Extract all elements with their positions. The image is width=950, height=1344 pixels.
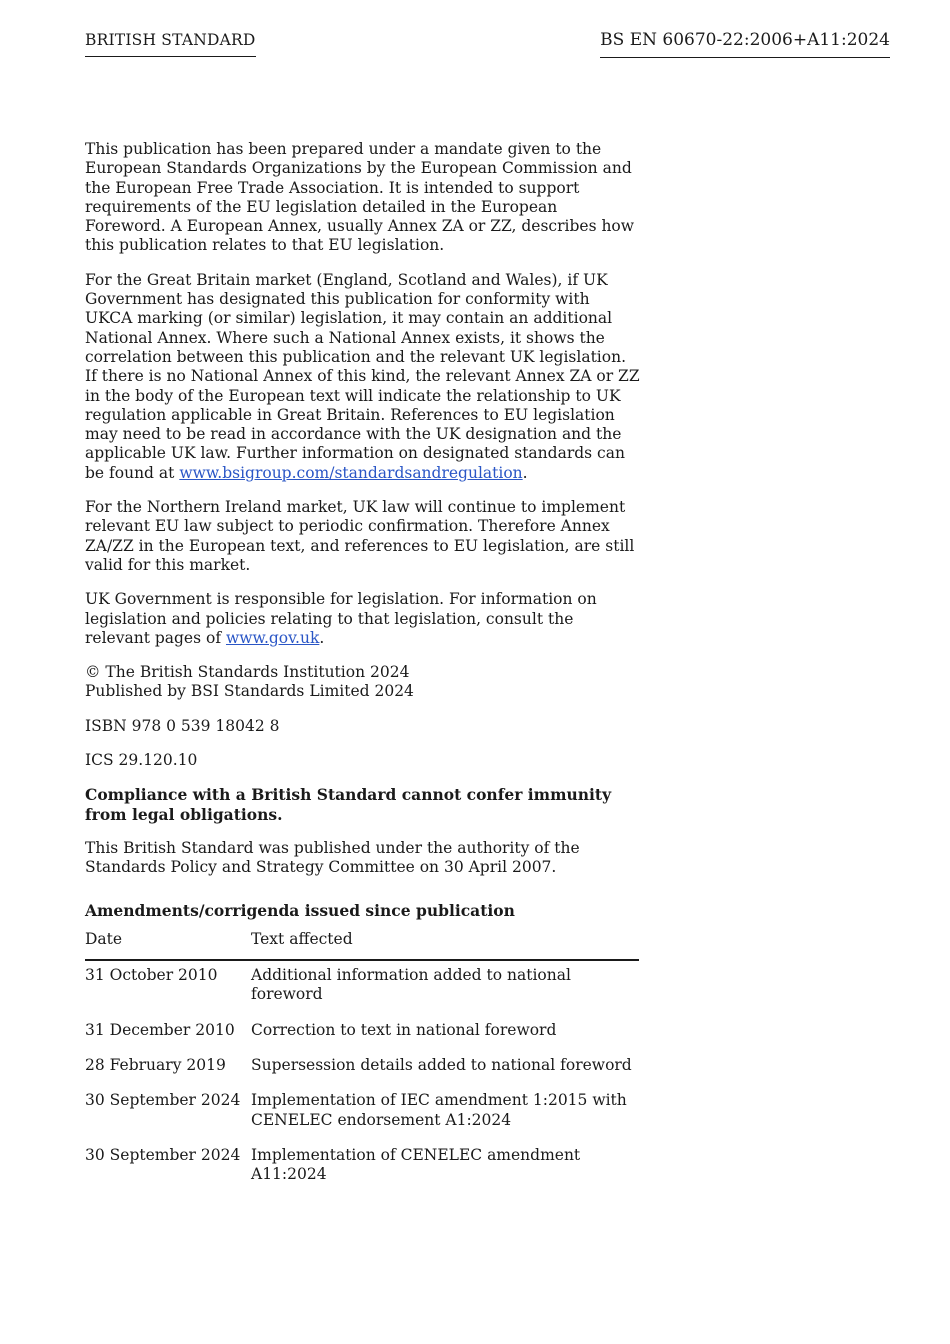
- table-row: [85, 960, 639, 1015]
- northern-ireland-paragraph: For the Northern Ireland market, UK law will continue to implement relevant EU law subject to periodic confirmation. Therefore Annex ZA/ZZ in the European text, and references to EU legislation, are still valid for this market.: [85, 498, 635, 574]
- table-row: [85, 1140, 639, 1195]
- amendments-title: Amendments/corrigenda issued since publication: [85, 900, 515, 920]
- table-row: [85, 1015, 639, 1050]
- amendment-date: 28 February 2019: [85, 1055, 226, 1074]
- published-line: Published by BSI Standards Limited 2024: [85, 682, 414, 701]
- compliance-statement: Compliance with a British Standard cannot confer immunity from legal obligations.: [85, 785, 612, 824]
- amendment-text: Implementation of IEC amendment 1:2015 with CENELEC endorsement A1:2024: [251, 1091, 627, 1129]
- copyright-block: [85, 663, 641, 702]
- main-content: [85, 140, 641, 1194]
- table-row: [85, 1085, 639, 1140]
- amendments-header-row: [85, 928, 639, 960]
- great-britain-end: .: [522, 463, 528, 482]
- ics: ICS 29.120.10: [85, 751, 198, 770]
- amendment-text: Supersession details added to national foreword: [251, 1055, 632, 1074]
- gov-uk-link[interactable]: www.gov.uk: [225, 628, 320, 647]
- bsigroup-link[interactable]: www.bsigroup.com/standardsandregulation: [179, 463, 523, 482]
- amendments-table: [85, 928, 639, 1195]
- amendment-date: 30 September 2024: [85, 1091, 241, 1110]
- amendment-date: 31 October 2010: [85, 966, 218, 985]
- uk-government-end: .: [319, 628, 325, 647]
- header-standard-number: BS EN 60670-22:2006+A11:2024: [600, 30, 890, 58]
- copyright-line: © The British Standards Institution 2024: [85, 663, 410, 682]
- header-publisher: BRITISH STANDARD: [85, 31, 256, 57]
- table-row: [85, 1050, 639, 1085]
- date-column-header: Date: [85, 928, 251, 960]
- mandate-paragraph: This publication has been prepared under a mandate given to the European Standards Organizations by the European Commission and the European Free Trade Association. It is intended to support requirements of the EU legislation detailed in the European Foreword. A European Annex, usually Annex ZA or ZZ, describes how this publication relates to that EU legislation.: [85, 140, 635, 255]
- amendment-text: Additional information added to national foreword: [251, 966, 571, 1004]
- great-britain-text: For the Great Britain market (England, Scotland and Wales), if UK Government has designated this publication for conformity with UKCA marking (or similar) legislation, it may contain an additional National Annex. Where such a National Annex exists, it shows the correlation between this publication and the relevant UK legislation. If there is no National Annex of this kind, the relevant Annex ZA or ZZ in the body of the European text will indicate the relationship to UK regulation applicable in Great Britain. References to EU legislation may need to be read in accordance with the UK designation and the applicable UK law. Further information on designated standards can be found at: [85, 270, 640, 482]
- amendment-text: Correction to text in national foreword: [251, 1020, 557, 1039]
- uk-government-text: UK Government is responsible for legislation. For information on legislation and policies relating to that legislation, consult the relevant pages of: [85, 590, 597, 647]
- uk-government-paragraph: [85, 590, 641, 648]
- authority-statement: This British Standard was published under the authority of the Standards Policy and Strategy Committee on 30 April 2007.: [85, 838, 580, 877]
- amendment-date: 30 September 2024: [85, 1145, 241, 1164]
- text-affected-column-header: Text affected: [251, 928, 639, 960]
- great-britain-paragraph: [85, 271, 641, 483]
- isbn: ISBN 978 0 539 18042 8: [85, 716, 280, 735]
- amendment-date: 31 December 2010: [85, 1020, 235, 1039]
- amendment-text: Implementation of CENELEC amendment A11:2024: [251, 1145, 581, 1184]
